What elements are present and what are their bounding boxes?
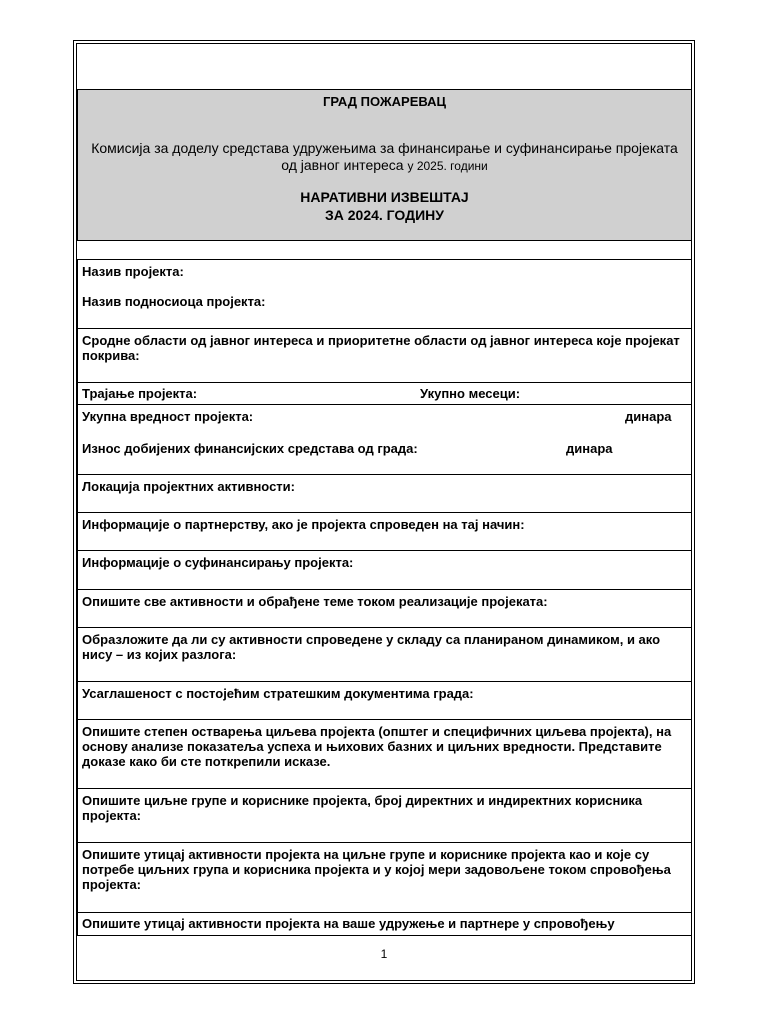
form-row-cofinancing <box>77 550 692 590</box>
form-row-areas <box>77 328 692 383</box>
partnership-label: Информације о партнерству, ако је пројекта спроведен на тај начин: <box>82 517 525 532</box>
total-value-label: Укупна вредност пројекта: <box>82 409 254 424</box>
report-title <box>78 188 691 224</box>
form-row-target-groups <box>77 788 692 843</box>
form-row-impact-groups <box>77 842 692 913</box>
impact-groups-label: Опишите утицај активности пројекта на циљне групе и кориснике пројекта као и које су потребе циљних група и корисника пројекта и у којој мери задовољене током спровођења пројекта: <box>82 847 671 892</box>
form-row-dynamics <box>77 627 692 682</box>
strategic-label: Усаглашеност с постојећим стратешким документима града: <box>82 686 474 701</box>
location-label: Локација пројектних активности: <box>82 479 295 494</box>
project-name-label: Назив пројекта: <box>82 264 184 279</box>
form-row-goals <box>77 719 692 789</box>
form-row-duration <box>77 382 692 405</box>
form-row-impact-association <box>77 912 692 936</box>
areas-label: Сродне области од јавног интереса и приоритетне области од јавног интереса које пројекат покрива: <box>82 333 680 363</box>
report-title-line2: ЗА 2024. ГОДИНУ <box>324 207 444 223</box>
activities-label: Опишите све активности и обрађене теме током реализације пројеката: <box>82 594 548 609</box>
duration-label: Трајање пројекта: <box>82 386 198 401</box>
report-header <box>77 89 692 241</box>
form-row-strategic <box>77 681 692 720</box>
commission-main: Комисија за доделу средстава удружењима за финансирање и суфинансирање пројеката од јавног интереса <box>91 140 678 173</box>
currency-label-1: динара <box>625 409 672 424</box>
applicant-name-label: Назив подносиоца пројекта: <box>82 294 266 309</box>
city-name: ГРАД ПОЖАРЕВАЦ <box>322 94 447 109</box>
commission-title <box>88 140 681 175</box>
funds-received-label: Износ добијених финансијских средстава од града: <box>82 441 418 456</box>
form-row-value <box>77 404 692 475</box>
impact-association-label: Опишите утицај активности пројекта на ваше удружење и партнере у спровођењу <box>82 916 615 931</box>
form-row-project <box>77 259 692 329</box>
form-row-location <box>77 474 692 513</box>
report-title-line1: НАРАТИВНИ ИЗВЕШТАЈ <box>300 189 469 205</box>
cofinancing-label: Информације о суфинансирању пројекта: <box>82 555 354 570</box>
currency-label-2: динара <box>566 441 613 456</box>
dynamics-label: Образложите да ли су активности спроведене у складу са планираном динамиком, и ако нису – из којих разлога: <box>82 632 661 662</box>
commission-tail: у 2025. години <box>407 159 488 173</box>
page-number: 1 <box>380 947 388 961</box>
target-groups-label: Опишите циљне групе и кориснике пројекта, број директних и индиректних корисника пројекта: <box>82 793 643 823</box>
goals-label: Опишите степен остварења циљева пројекта (општег и специфичних циљева пројекта), на основу анализе показатеља успеха и њихових базних и циљних вредности. Представите доказе како би сте поткрепили исказе. <box>82 724 672 769</box>
form-row-partnership <box>77 512 692 551</box>
total-months-label: Укупно месеци: <box>420 386 521 401</box>
form-row-activities <box>77 589 692 628</box>
